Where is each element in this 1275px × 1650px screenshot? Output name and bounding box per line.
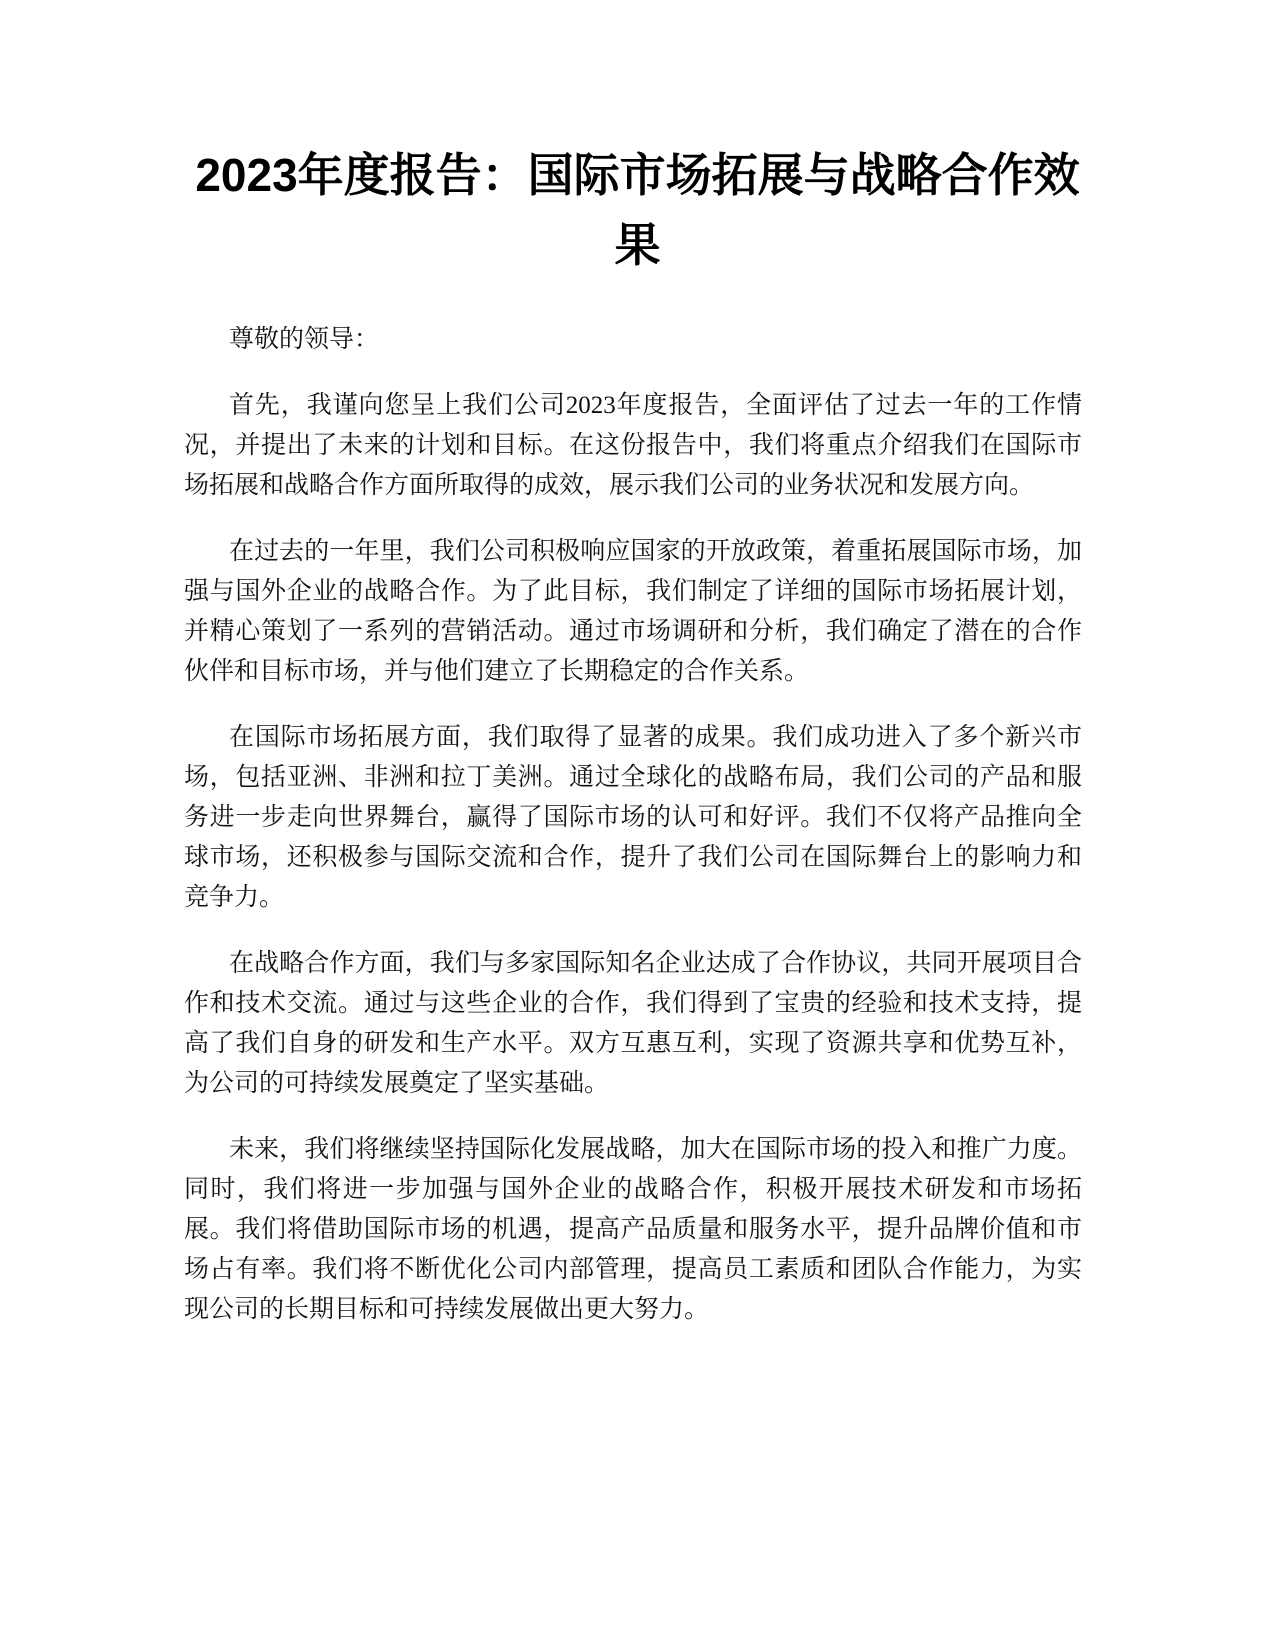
document-body [184, 320, 1082, 1356]
paragraph-3: 在国际市场拓展方面，我们取得了显著的成果。我们成功进入了多个新兴市场，包括亚洲、非洲和拉丁美洲。通过全球化的战略布局，我们公司的产品和服务进一步走向世界舞台，赢得了国际市场的认可和好评。我们不仅将产品推向全球市场，还积极参与国际交流和合作，提升了我们公司在国际舞台上的影响力和竞争力。 [184, 724, 1082, 911]
document-title: 2023年度报告：国际市场拓展与战略合作效果 [195, 149, 1080, 271]
paragraph-1: 首先，我谨向您呈上我们公司2023年度报告，全面评估了过去一年的工作情况，并提出了未来的计划和目标。在这份报告中，我们将重点介绍我们在国际市场拓展和战略合作方面所取得的成效，展示我们公司的业务状况和发展方向。 [184, 392, 1082, 499]
paragraph-4: 在战略合作方面，我们与多家国际知名企业达成了合作协议，共同开展项目合作和技术交流。通过与这些企业的合作，我们得到了宝贵的经验和技术支持，提高了我们自身的研发和生产水平。双方互惠互利，实现了资源共享和优势互补，为公司的可持续发展奠定了坚实基础。 [184, 950, 1082, 1097]
greeting: 尊敬的领导： [229, 326, 380, 353]
paragraph-5: 未来，我们将继续坚持国际化发展战略，加大在国际市场的投入和推广力度。同时，我们将进一步加强与国外企业的战略合作，积极开展技术研发和市场拓展。我们将借助国际市场的机遇，提高产品质量和服务水平，提升品牌价值和市场占有率。我们将不断优化公司内部管理，提高员工素质和团队合作能力，为实现公司的长期目标和可持续发展做出更大努力。 [184, 1136, 1082, 1323]
paragraph-2: 在过去的一年里，我们公司积极响应国家的开放政策，着重拓展国际市场，加强与国外企业的战略合作。为了此目标，我们制定了详细的国际市场拓展计划，并精心策划了一系列的营销活动。通过市场调研和分析，我们确定了潜在的合作伙伴和目标市场，并与他们建立了长期稳定的合作关系。 [184, 538, 1082, 685]
